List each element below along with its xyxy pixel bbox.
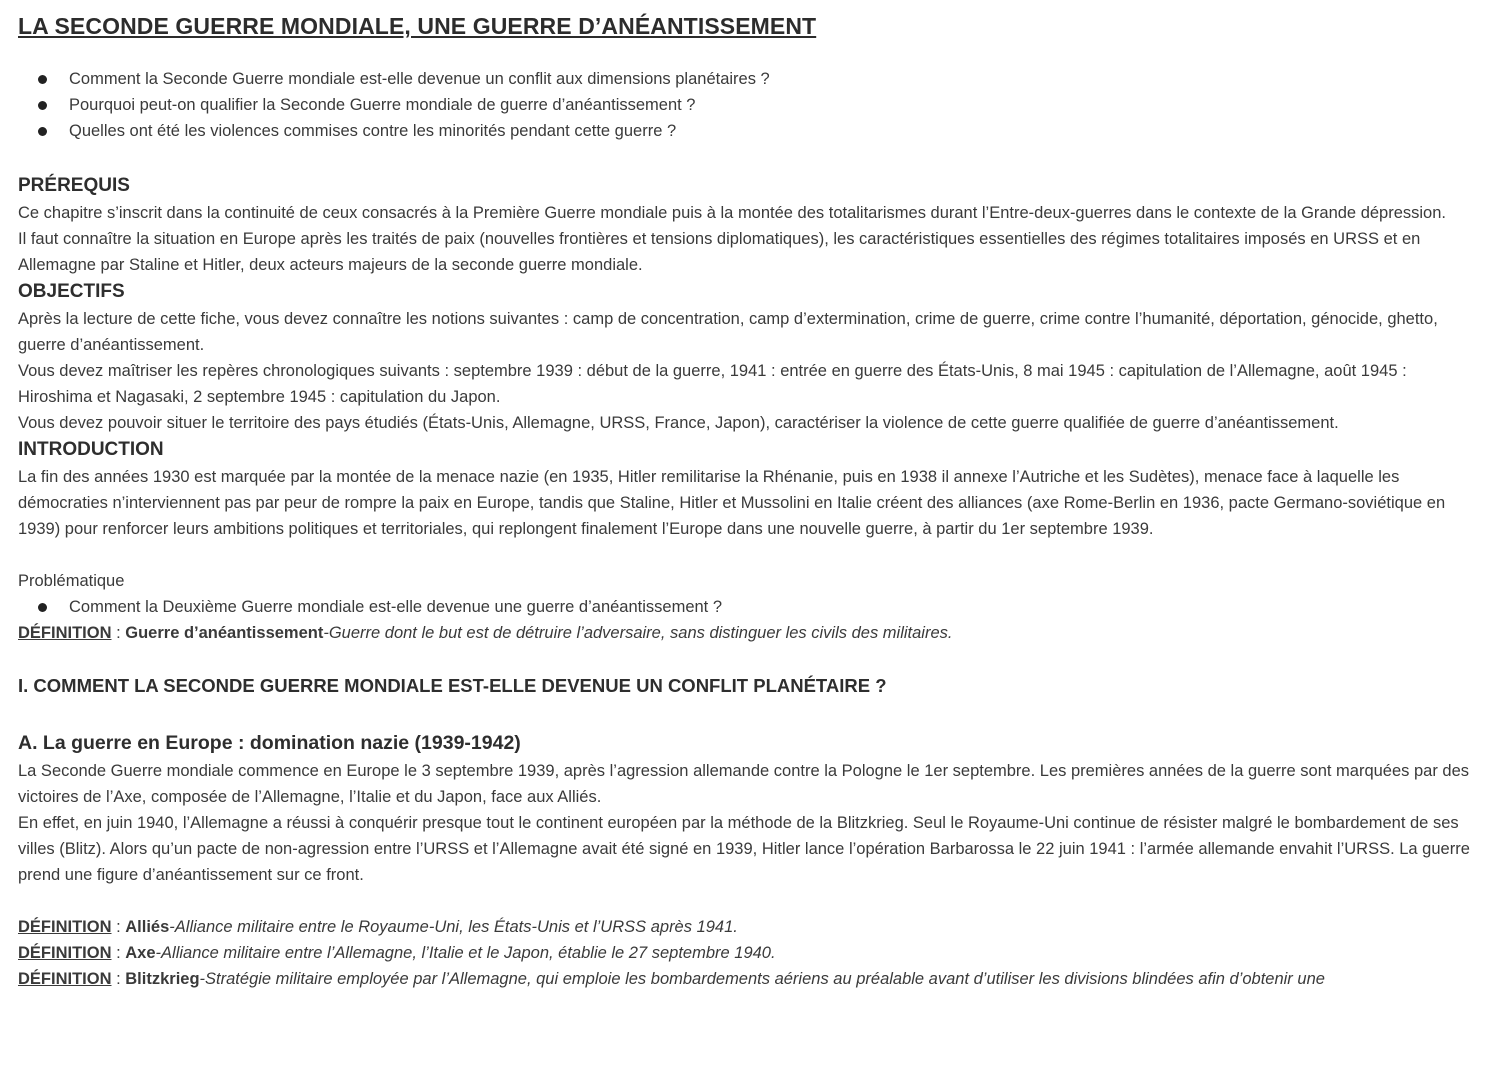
list-item: Pourquoi peut-on qualifier la Seconde Guerre mondiale de guerre d’anéantissement ? — [18, 92, 1470, 118]
definition-term: Axe — [125, 944, 156, 962]
part-1a-paragraph: En effet, en juin 1940, l’Allemagne a réussi à conquérir presque tout le continent européen par la méthode de la Blitzkrieg. Seul le Royaume-Uni continue de résister malgré le bombardement de ses villes (Blitz). Alors qu’un pacte de non-agression entre l’URSS et l’Allemagne avait été signé en 1939, Hitler lance l’opération Barbarossa le 22 juin 1941 : l’armée allemande envahit l’URSS. La guerre prend une figure d’anéantissement sur ce front. — [18, 814, 1470, 884]
definition-separator: : — [111, 944, 126, 962]
part-1a-paragraph: La Seconde Guerre mondiale commence en Europe le 3 septembre 1939, après l’agression allemande contre la Pologne le 1er septembre. Les premières années de la guerre sont marquées par des victoires de l’Axe, composée de l’Allemagne, l’Italie et du Japon, face aux Alliés. — [18, 762, 1470, 806]
intro-questions-list — [18, 66, 1470, 144]
definition-term: Blitzkrieg — [125, 970, 200, 988]
prerequis-paragraph: Il faut connaître la situation en Europe après les traités de paix (nouvelles frontières et tensions diplomatiques), les caractéristiques essentielles des régimes totalitaires imposés en URSS et en Allemagne par Staline et Hitler, deux acteurs majeurs de la seconde guerre mondiale. — [18, 230, 1421, 274]
list-item: Comment la Deuxième Guerre mondiale est-elle devenue une guerre d’anéantissement ? — [18, 594, 1470, 620]
definition-text: Alliance militaire entre l’Allemagne, l’Italie et le Japon, établie le 27 septembre 1940. — [161, 944, 776, 962]
definition-dash: - — [199, 970, 206, 988]
part-1-heading: I. COMMENT LA SECONDE GUERRE MONDIALE EST-ELLE DEVENUE UN CONFLIT PLANÉTAIRE ? — [18, 675, 887, 696]
problematique-label: Problématique — [18, 572, 125, 590]
introduction-paragraph: La fin des années 1930 est marquée par la montée de la menace nazie (en 1935, Hitler remilitarise la Rhénanie, puis en 1938 il annexe l’Autriche et les Sudètes), menace face à laquelle les démocraties n’interviennent pas par peur de rompre la paix en Europe, tandis que Staline, Hitler et Mussolini en Italie créent des alliances (axe Rome-Berlin en 1936, pacte Germano-soviétique en 1939) pour renforcer leurs ambitions politiques et territoriales, qui replongent finalement l’Europe dans une nouvelle guerre, à partir du 1er septembre 1939. — [18, 468, 1446, 538]
introduction-heading: INTRODUCTION — [18, 439, 164, 460]
objectifs-paragraph: Après la lecture de cette fiche, vous devez connaître les notions suivantes : camp de concentration, camp d’extermination, crime de guerre, crime contre l’humanité, déportation, génocide, ghetto, guerre d’anéantissement. — [18, 310, 1438, 354]
problematique-list — [18, 594, 1470, 620]
definition-separator: : — [111, 624, 126, 642]
list-item: Comment la Seconde Guerre mondiale est-elle devenue un conflit aux dimensions planétaires ? — [18, 66, 1470, 92]
page-title: LA SECONDE GUERRE MONDIALE, UNE GUERRE D’ANÉANTISSEMENT — [18, 13, 817, 39]
prerequis-paragraph: Ce chapitre s’inscrit dans la continuité de ceux consacrés à la Première Guerre mondiale puis à la montée des totalitarismes durant l’Entre-deux-guerres dans le contexte de la Grande dépression. — [18, 204, 1446, 222]
definition-dash: - — [323, 624, 329, 642]
definition-text: Alliance militaire entre le Royaume-Uni, les États-Unis et l’URSS après 1941. — [174, 918, 738, 936]
definition-label: DÉFINITION — [18, 918, 112, 936]
definition-text: Guerre dont le but est de détruire l’adversaire, sans distinguer les civils des militaires. — [328, 624, 953, 642]
definition-term: Guerre d’anéantissement — [125, 624, 324, 642]
part-1a-heading: A. La guerre en Europe : domination nazie (1939-1942) — [18, 732, 521, 754]
definition-separator: : — [111, 970, 126, 988]
definition-separator: : — [111, 918, 126, 936]
objectifs-heading: OBJECTIFS — [18, 281, 125, 302]
definition-dash: - — [155, 944, 162, 962]
definition-line — [18, 966, 1470, 992]
objectifs-paragraph: Vous devez maîtriser les repères chronologiques suivants : septembre 1939 : début de la guerre, 1941 : entrée en guerre des États-Unis, 8 mai 1945 : capitulation de l’Allemagne, août 1945 : Hiroshima et Nagasaki, 2 septembre 1945 : capitulation du Japon. — [18, 362, 1407, 406]
definition-line — [18, 940, 1470, 966]
definition-term: Alliés — [125, 918, 170, 936]
definition-label: DÉFINITION — [18, 624, 112, 642]
definition-line — [18, 914, 1470, 940]
definition-label: DÉFINITION — [18, 944, 112, 962]
objectifs-paragraph: Vous devez pouvoir situer le territoire des pays étudiés (États-Unis, Allemagne, URSS, France, Japon), caractériser la violence de cette guerre qualifiée de guerre d’anéantissement. — [18, 414, 1339, 432]
prerequis-heading: PRÉREQUIS — [18, 175, 130, 196]
definition-dash: - — [169, 918, 175, 936]
definition-text: Stratégie militaire employée par l’Allemagne, qui emploie les bombardements aériens au préalable avant d’utiliser les divisions blindées afin d’obtenir une — [205, 970, 1325, 988]
definition-label: DÉFINITION — [18, 970, 112, 988]
list-item: Quelles ont été les violences commises contre les minorités pendant cette guerre ? — [18, 118, 1470, 144]
definition-line — [18, 620, 1470, 646]
